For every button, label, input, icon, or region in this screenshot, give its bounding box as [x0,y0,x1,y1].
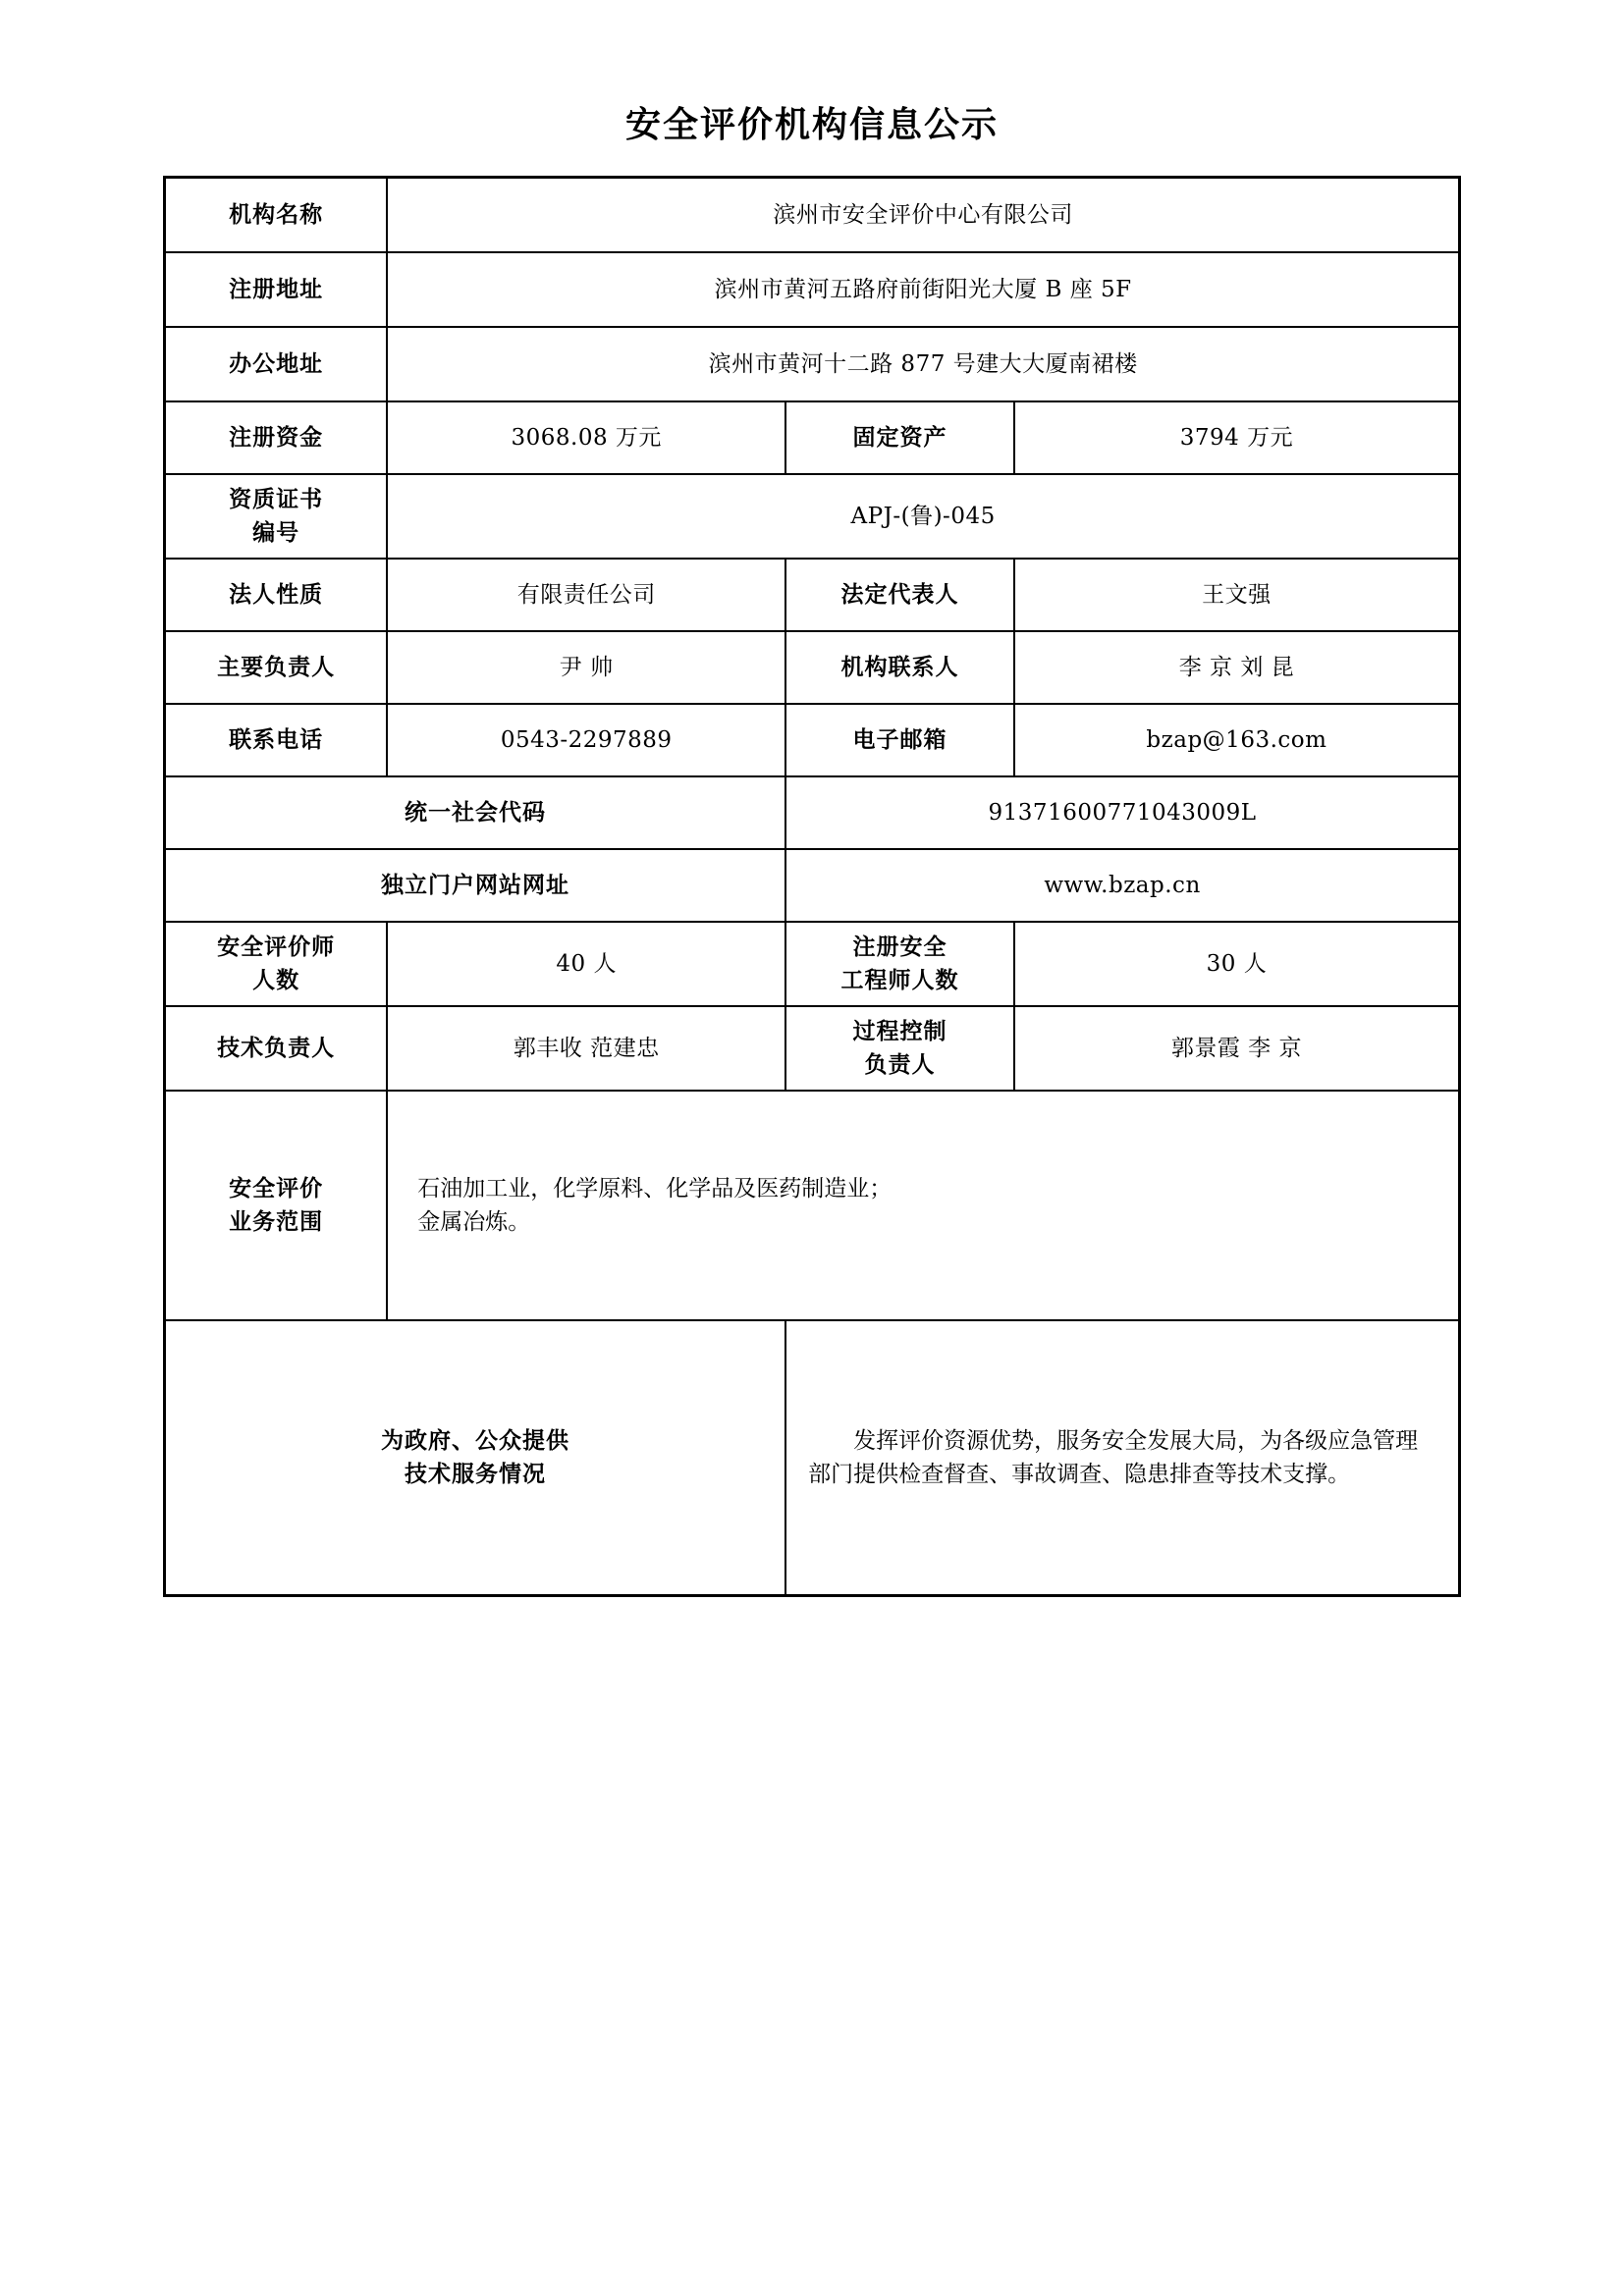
table-row-personnel-counts [165,922,1460,1006]
business-scope-line-1: 石油加工业，化学原料、化学品及医药制造业； [417,1175,893,1201]
label-government-service-line2: 技术服务情况 [405,1462,547,1488]
table-row-registered-address [165,252,1460,327]
value-legal-representative: 王文强 [1014,559,1460,631]
label-registered-safety-engineer-count [785,922,1014,1006]
label-business-scope-line2: 业务范围 [229,1209,324,1236]
value-principal-person: 尹 帅 [387,631,785,704]
label-registered-address: 注册地址 [165,252,388,327]
page-title: 安全评价机构信息公示 [624,105,999,145]
value-government-service [785,1320,1459,1596]
label-legal-representative: 法定代表人 [785,559,1014,631]
label-technical-director: 技术负责人 [165,1006,388,1091]
value-certificate-number: APJ-(鲁)-045 [387,474,1459,559]
table-row-principal-contact [165,631,1460,704]
label-registered-safety-engineer-count-line1: 注册安全 [852,934,947,960]
value-fixed-assets: 3794 万元 [1014,401,1460,474]
value-website[interactable]: www.bzap.cn [785,849,1459,922]
info-table-wrapper [163,146,1461,1597]
label-safety-assessor-count [165,922,388,1006]
label-organization-name: 机构名称 [165,178,388,253]
label-certificate-number [165,474,388,559]
value-registered-capital: 3068.08 万元 [387,401,785,474]
label-office-address: 办公地址 [165,327,388,401]
value-organization-name: 滨州市安全评价中心有限公司 [387,178,1459,253]
value-contact-phone: 0543-2297889 [387,704,785,776]
value-safety-assessor-count: 40 人 [387,922,785,1006]
label-government-service-line1: 为政府、公众提供 [381,1427,570,1454]
value-unified-social-code: 91371600771043009L [785,776,1459,849]
value-registered-address: 滨州市黄河五路府前街阳光大厦 B 座 5F [387,252,1459,327]
label-certificate-number-line2: 编号 [252,520,300,547]
label-process-control-director [785,1006,1014,1091]
label-safety-assessor-count-line1: 安全评价师 [217,934,336,960]
value-legal-entity-type: 有限责任公司 [387,559,785,631]
label-fixed-assets: 固定资产 [785,401,1014,474]
value-process-control-director: 郭景霞 李 京 [1014,1006,1460,1091]
label-email: 电子邮箱 [785,704,1014,776]
table-row-business-scope [165,1091,1460,1320]
table-row-government-service [165,1320,1460,1596]
table-row-directors [165,1006,1460,1091]
table-row-organization-name [165,178,1460,253]
label-certificate-number-line1: 资质证书 [229,486,324,512]
value-business-scope [387,1091,1459,1320]
table-row-capital-assets [165,401,1460,474]
label-website: 独立门户网站网址 [165,849,786,922]
label-organization-contact: 机构联系人 [785,631,1014,704]
label-business-scope-line1: 安全评价 [229,1175,324,1201]
business-scope-line-2: 金属冶炼。 [417,1209,531,1236]
value-office-address: 滨州市黄河十二路 877 号建大大厦南裙楼 [387,327,1459,401]
label-safety-assessor-count-line2: 人数 [252,968,300,994]
table-row-unified-social-code [165,776,1460,849]
value-registered-safety-engineer-count: 30 人 [1014,922,1460,1006]
organization-info-table [163,176,1461,1597]
table-row-phone-email [165,704,1460,776]
value-email: bzap@163.com [1014,704,1460,776]
table-row-office-address [165,327,1460,401]
label-process-control-director-line1: 过程控制 [852,1018,947,1044]
label-business-scope [165,1091,388,1320]
label-contact-phone: 联系电话 [165,704,388,776]
value-organization-contact: 李 京 刘 昆 [1014,631,1460,704]
label-registered-capital: 注册资金 [165,401,388,474]
label-process-control-director-line2: 负责人 [864,1052,936,1079]
table-row-legal-entity [165,559,1460,631]
table-row-certificate-number [165,474,1460,559]
label-principal-person: 主要负责人 [165,631,388,704]
label-registered-safety-engineer-count-line2: 工程师人数 [840,968,959,994]
label-legal-entity-type: 法人性质 [165,559,388,631]
label-government-service [165,1320,786,1596]
label-unified-social-code: 统一社会代码 [165,776,786,849]
government-service-text: 发挥评价资源优势，服务安全发展大局，为各级应急管理部门提供检查督查、事故调查、隐患排查等技术支撑。 [808,1427,1419,1488]
table-row-website [165,849,1460,922]
value-technical-director: 郭丰收 范建忠 [387,1006,785,1091]
